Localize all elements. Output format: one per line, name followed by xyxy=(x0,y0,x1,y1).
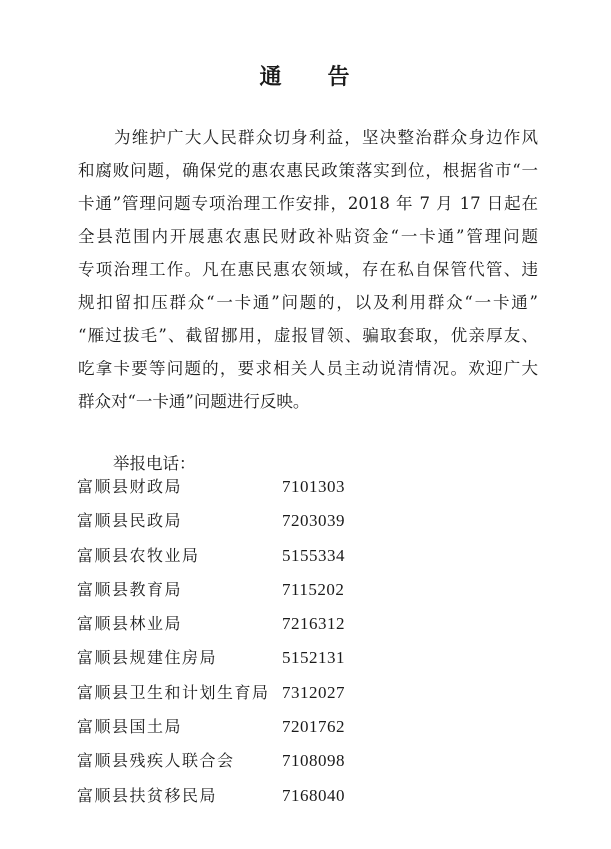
contact-phone: 7168040 xyxy=(282,785,345,805)
notice-body xyxy=(78,121,538,418)
contact-phone: 7203039 xyxy=(282,511,345,531)
contact-row xyxy=(77,779,377,813)
contact-name: 富顺县残疾人联合会 xyxy=(77,751,235,771)
contact-row xyxy=(77,710,377,744)
contact-name: 富顺县教育局 xyxy=(77,579,183,599)
contact-name: 富顺县规建住房局 xyxy=(77,648,218,668)
hotline-label: 举报电话： xyxy=(113,454,196,473)
body-line: 全县范围内开展惠农惠民财政补贴资金“一卡通”管理问题 xyxy=(78,227,538,246)
title-char-2: 告 xyxy=(327,65,352,90)
contact-phone: 7312027 xyxy=(282,682,345,702)
contact-name: 富顺县农牧业局 xyxy=(77,545,200,565)
contact-row xyxy=(77,470,377,504)
contact-name: 富顺县国土局 xyxy=(77,717,183,737)
contact-name: 富顺县林业局 xyxy=(77,614,183,634)
page-title xyxy=(0,60,611,91)
contact-phone: 7201762 xyxy=(282,717,345,737)
body-line: 群众对“一卡通”问题进行反映。 xyxy=(78,392,310,411)
contact-row xyxy=(77,744,377,778)
contact-phone: 7101303 xyxy=(282,477,345,496)
body-line: “雁过拔毛”、截留挪用，虚报冒领、骗取套取，优亲厚友、 xyxy=(78,326,538,345)
body-line: 规扣留扣压群众“一卡通”问题的，以及利用群众“一卡通” xyxy=(78,293,538,312)
contact-phone: 7108098 xyxy=(282,751,345,771)
contact-phone: 5155334 xyxy=(282,545,345,565)
contact-phone: 7115202 xyxy=(282,579,345,599)
body-line: 吃拿卡要等问题的，要求相关人员主动说清情况。欢迎广大 xyxy=(78,359,538,378)
body-line: 和腐败问题，确保党的惠农惠民政策落实到位，根据省市“一 xyxy=(78,161,538,180)
contact-list xyxy=(77,470,377,813)
contact-row xyxy=(77,539,377,573)
body-line: 为维护广大人民群众切身利益，坚决整治群众身边作风 xyxy=(114,128,538,147)
contact-name: 富顺县卫生和计划生育局 xyxy=(77,682,270,702)
body-line: 专项治理工作。凡在惠民惠农领域，存在私自保管代管、违 xyxy=(78,260,538,279)
contact-name: 富顺县民政局 xyxy=(77,511,183,531)
contact-name: 富顺县扶贫移民局 xyxy=(77,785,218,805)
contact-row xyxy=(77,504,377,538)
contact-phone: 7216312 xyxy=(282,614,345,634)
contact-phone: 5152131 xyxy=(282,648,345,668)
contact-row xyxy=(77,607,377,641)
contact-row xyxy=(77,641,377,675)
contact-row xyxy=(77,573,377,607)
contact-row xyxy=(77,676,377,710)
title-char-1: 通 xyxy=(259,65,284,90)
body-line: 卡通”管理问题专项治理工作安排，2018 年 7 月 17 日起在 xyxy=(78,194,538,213)
contact-name: 富顺县财政局 xyxy=(77,477,183,496)
